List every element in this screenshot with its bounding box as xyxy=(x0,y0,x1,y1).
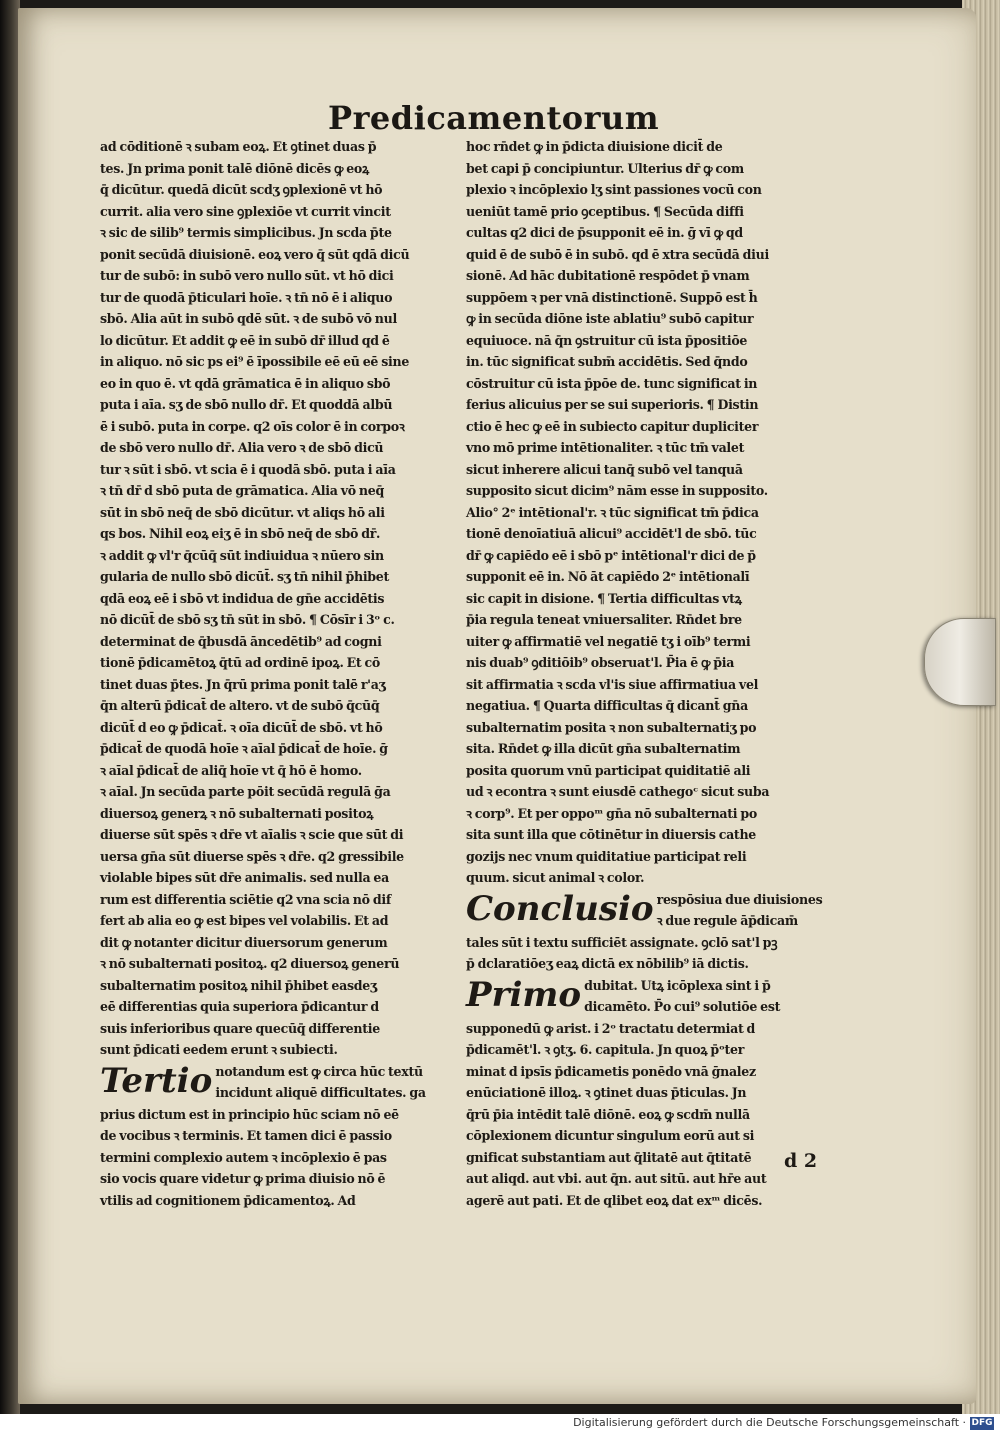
text-line: dit ꝙ notanter dicitur diuersorum generum xyxy=(100,934,388,950)
text-line: incidunt aliquē difficultates. ga xyxy=(215,1085,426,1100)
text-line: respōsiua due diuisiones xyxy=(656,891,823,907)
text-line: q̄n alterū p̄dicat̄ de altero. vt de subō q̄cūq̄ xyxy=(100,698,380,713)
text-line: termini complexio autem ꝛ incōplexio ē pas xyxy=(100,1149,387,1165)
text-line: qdā eoꝝ eē i sbō vt indidua de gn̄e accidētis xyxy=(100,590,385,606)
text-line: sita sunt illa que cōtinētur in diuersis cathe xyxy=(466,827,757,842)
text-line: fert ab alia eo ꝙ est bipes vel volabilis. Et ad xyxy=(100,913,389,928)
text-line: lo dicūtur. Et addit ꝙ eē in subō dr̄ illud qd ē xyxy=(100,332,390,348)
text-line: tales sūt i textu sufficiēt assignate. ꝯclō sat'l pꝫ xyxy=(466,934,778,950)
text-line: notandum est ꝙ circa hūc textū xyxy=(215,1063,423,1079)
left-text-column xyxy=(100,136,462,1211)
text-line: cultas q2 dici de p̄supponit eē in. ḡ vī ꝙ qd xyxy=(466,225,743,240)
text-line: sbō. Alia aūt in subō qdē sūt. ꝛ de subō vō nul xyxy=(100,311,397,326)
text-line: tur de quodā p̄ticulari hoīe. ꝛ tn̄ nō ē i aliquo xyxy=(100,289,393,305)
text-line: minat d ipsīs p̄dicametis ponēdo vnā ḡnalez xyxy=(466,1063,756,1079)
right-text-column xyxy=(466,136,830,1211)
text-line: de sbō vero nullo dr̄. Alia vero ꝛ de sbō dicū xyxy=(100,440,384,455)
text-line: diuersoꝝ generꝝ ꝛ nō subalternati positoꝝ xyxy=(100,805,374,821)
text-line: ꝛ due regule āp̄dicam̄ xyxy=(656,913,798,928)
text-line: ꝛ tn̄ dr̄ d sbō puta de grāmatica. Alia vō neq̄ xyxy=(100,483,384,498)
text-line: p̄dicat̄ de quodā hoīe ꝛ aīal p̄dicat̄ de hoīe. ḡ xyxy=(100,741,388,756)
text-line: dubitat. Utꝝ icōplexa sint i p̄ xyxy=(584,977,771,993)
text-line: p̄ia regula teneat vniuersaliter. Rn̄det bre xyxy=(466,612,742,627)
text-line: nō dicūt̄ de sbō sʒ tn̄ sūt in sbō. ¶ Cōsīr i 3ᵒ c. xyxy=(100,612,395,627)
text-line: equiuoce. nā q̄n ꝯstruitur cū ista p̄positiōe xyxy=(466,332,748,348)
text-line: ad cōditionē ꝛ subam eoꝝ. Et ꝯtinet duas p̄ xyxy=(100,139,377,154)
text-line: tur ꝛ sūt i sbō. vt scia ē i quodā sbō. puta i aīa xyxy=(100,461,396,477)
text-line: sūt in sbō neq̄ de sbō dicūtur. vt aliqs hō ali xyxy=(100,504,385,520)
text-line: sionē. Ad hāc dubitationē respōdet p̄ vnam xyxy=(466,268,750,283)
text-line: posita quorum vnū participat quiditatiē ali xyxy=(466,762,751,778)
text-line: prius dictum est in principio hūc sciam nō eē xyxy=(100,1106,399,1122)
digitization-footer xyxy=(0,1414,1000,1434)
text-line: supponit eē in. Nō āt capiēdo 2ᵉ intētionalī xyxy=(466,569,750,584)
text-line: ponit secūdā diuisionē. eoꝝ vero q̄ sūt qdā dicū xyxy=(100,246,410,262)
text-line: sunt p̄dicati eedem erunt ꝛ subiecti. xyxy=(100,1042,338,1057)
text-line: quid ē de subō ē in subō. qd ē xtra secūdā diui xyxy=(466,246,769,262)
text-line: determinat de q̄busdā āncedētib⁹ ad cogni xyxy=(100,633,382,649)
text-line: cōstruitur cū ista p̄pōe de. tunc significat in xyxy=(466,375,758,391)
text-line: dr̄ ꝙ capiēdo eē i sbō pᵉ intētional'r dici de p̄ xyxy=(466,547,756,563)
text-line: bet capi p̄ concipiuntur. Ulterius dr̄ ꝙ com xyxy=(466,160,744,176)
text-line: aut aliqd. aut vbi. aut q̄n. aut sitū. aut hr̄e aut xyxy=(466,1171,767,1186)
text-line: ꝙ in secūda diōne iste ablatiu⁹ subō capitur xyxy=(466,311,754,326)
text-line: Alio° 2ᵉ intētional'r. ꝛ tūc significat tm̄ p̄dica xyxy=(466,504,759,520)
text-line: eē differentias quia superiora p̄dicantur d xyxy=(100,999,379,1014)
text-line: vno mō prime intētionaliter. ꝛ tūc tm̄ valet xyxy=(466,440,745,455)
text-line: suppōem ꝛ per vnā distinctionē. Suppō est h̄ xyxy=(466,289,758,305)
text-line: de vocibus ꝛ terminis. Et tamen dici ē passio xyxy=(100,1128,392,1143)
text-line: ē i subō. puta in corpe. q2 oīs color ē in corpoꝛ xyxy=(100,418,405,434)
text-line: ꝛ corp⁹. Et per oppoᵐ gn̄a nō subalternati po xyxy=(466,805,757,821)
text-line: p̄dicamēt'l. ꝛ ꝯtʒ. 6. capitula. Jn quoꝝ p̄ᵒter xyxy=(466,1042,745,1057)
text-line: cōplexionem dicuntur singulum eorū aut si xyxy=(466,1128,755,1143)
text-line: ꝛ aīal p̄dicat̄ de aliq̄ hoīe vt q̄ hō ē homo. xyxy=(100,762,362,778)
text-line: q̄rū p̄ia intēdit talē diōnē. eoꝝ ꝙ scdm̄ nullā xyxy=(466,1106,750,1122)
text-line: sio vocis quare videtur ꝙ prima diuisio nō ē xyxy=(100,1171,386,1186)
text-line: ꝛ nō subalternati positoꝝ. q2 diuersoꝝ generū xyxy=(100,956,400,971)
text-line: ferius alicuius per se sui superioris. ¶ Distin xyxy=(466,397,759,412)
text-line: tur de subō: in subō vero nullo sūt. vt hō dici xyxy=(100,268,394,283)
text-line: tionē p̄dicamētoꝝ q̄tū ad ordinē ipoꝝ. Et cō xyxy=(100,655,380,670)
page-clip xyxy=(924,618,996,706)
text-line: tinet duas p̄tes. Jn q̄rū prima ponit talē r'aʒ xyxy=(100,676,386,692)
text-line: tes. Jn prima ponit talē diōnē dicēs ꝙ eoꝝ xyxy=(100,160,370,176)
decorated-initial-conclusio: Conclusio xyxy=(466,888,654,929)
text-line: agerē aut pati. Et de qlibet eoꝝ dat exᵐ dicēs. xyxy=(466,1192,763,1208)
text-line: in aliquo. nō sic ps ei⁹ ē īpossibile eē eū eē sine xyxy=(100,354,410,369)
text-line: sic capit in disione. ¶ Tertia difficultas vtꝝ xyxy=(466,590,742,606)
text-line: ctio ē hec ꝙ eē in subiecto capitur dupliciter xyxy=(466,418,759,434)
running-header: Predicamentorum xyxy=(328,99,660,137)
text-line: ud ꝛ econtra ꝛ sunt eiusdē cathegoᶜ sicut suba xyxy=(466,784,770,799)
text-line: vtilis ad cognitionem p̄dicamentoꝝ. Ad xyxy=(100,1192,356,1208)
text-line: sita. Rn̄det ꝙ illa dicūt gn̄a subalternatim xyxy=(466,741,741,756)
dfg-logo: DFG xyxy=(971,1418,993,1428)
book-spine-edge xyxy=(0,0,20,1414)
text-line: uersa gn̄a sūt diuerse spēs ꝛ dr̄e. q2 gressibile xyxy=(100,848,404,864)
text-line: ꝛ sic de silib⁹ termis simplicibus. Jn scda p̄te xyxy=(100,225,392,240)
text-line: tionē denoīatiuā alicui⁹ accidēt'l de sbō. tūc xyxy=(466,526,757,541)
initial-block-primo xyxy=(466,975,830,1018)
text-line: subalternatim positoꝝ nihil p̄hibet easdeʒ xyxy=(100,977,377,993)
text-line: suis inferioribus quare quecūq̄ differentie xyxy=(100,1020,380,1036)
text-line: hoc rn̄det ꝙ in p̄dicta diuisione dicit̄ de xyxy=(466,139,723,154)
text-line: sicut inherere alicui tanq̄ subō vel tanquā xyxy=(466,461,743,477)
text-line: in. tūc significat subm̄ accidētis. Sed q̄ndo xyxy=(466,354,748,369)
text-line: enūciationē illoꝝ. ꝛ ꝯtinet duas p̄ticulas. Jn xyxy=(466,1085,747,1100)
text-line: eo in quo ē. vt qdā grāmatica ē in aliquo sbō xyxy=(100,375,391,391)
text-line: dicūt̄ d eo ꝙ p̄dicat̄. ꝛ oīa dicūt̄ de sbō. vt hō xyxy=(100,719,383,735)
text-line: uiter ꝙ affirmatiē vel negatiē tʒ i oīb⁹ termi xyxy=(466,633,751,649)
text-line: gularia de nullo sbō dicūt̄. sʒ tn̄ nihil p̄hibet xyxy=(100,569,390,584)
initial-block-conclusio xyxy=(466,889,830,932)
text-line: supponedū ꝙ arist. i 2ᵒ tractatu determiat d xyxy=(466,1020,756,1036)
text-line: plexio ꝛ incōplexio lʒ sint passiones vocū con xyxy=(466,182,762,197)
text-line: quum. sicut animal ꝛ color. xyxy=(466,870,645,885)
initial-block-tertio xyxy=(100,1061,462,1104)
text-line: qs bos. Nihil eoꝝ eiʒ ē in sbō neq̄ de sbō dr̄. xyxy=(100,526,381,541)
text-line: supposito sicut dicim⁹ nām esse in supposito. xyxy=(466,483,768,498)
text-line: violable bipes sūt dr̄e animalis. sed nulla ea xyxy=(100,870,390,885)
decorated-initial-primo: Primo xyxy=(466,974,582,1015)
text-line: ꝛ aīal. Jn secūda parte pōit secūdā regulā ḡa xyxy=(100,784,391,799)
text-line: puta i aīa. sʒ de sbō nullo dr̄. Et quoddā albū xyxy=(100,397,393,412)
decorated-initial-tertio: Tertio xyxy=(100,1060,213,1101)
text-line: gnificat substantiam aut q̄litatē aut q̄titatē xyxy=(466,1149,752,1165)
text-line: q̄ dicūtur. quedā dicūt scdʒ ꝯplexionē vt hō xyxy=(100,182,383,197)
text-line: p̄ dclaratiōeʒ eaꝝ dictā ex nōbilib⁹ iā dictis. xyxy=(466,956,749,971)
text-line: ueniūt tamē prio ꝯceptibus. ¶ Secūda diffi xyxy=(466,203,744,219)
text-line: nis duab⁹ ꝯditiōib⁹ obseruat'l. P̄ia ē ꝙ p̄ia xyxy=(466,655,735,670)
text-line: rum est differentia sciētie q2 vna scia nō dif xyxy=(100,891,391,907)
text-line: gozijs nec vnum quiditatiue participat reli xyxy=(466,848,747,864)
signature-mark: d 2 xyxy=(784,1150,818,1172)
text-line: sit affirmatia ꝛ scda vl'is siue affirmatiua vel xyxy=(466,676,759,692)
footer-credit-text: Digitalisierung gefördert durch die Deutsche Forschungsgemeinschaft · xyxy=(573,1416,966,1429)
text-line: subalternatim posita ꝛ non subalternatiʒ po xyxy=(466,719,757,735)
text-line: ꝛ addit ꝙ vl'r q̄cūq̄ sūt indiuidua ꝛ nūero sin xyxy=(100,547,384,563)
text-line: negatiua. ¶ Quarta difficultas q̄ dicant̄ gn̄a xyxy=(466,698,748,713)
text-line: currit. alia vero sine ꝯplexiōe vt currit vincit xyxy=(100,203,391,219)
text-line: dicamēto. P̄o cui⁹ solutiōe est xyxy=(584,999,781,1014)
text-line: diuerse sūt spēs ꝛ dr̄e vt aīalis ꝛ scie que sūt di xyxy=(100,827,404,842)
